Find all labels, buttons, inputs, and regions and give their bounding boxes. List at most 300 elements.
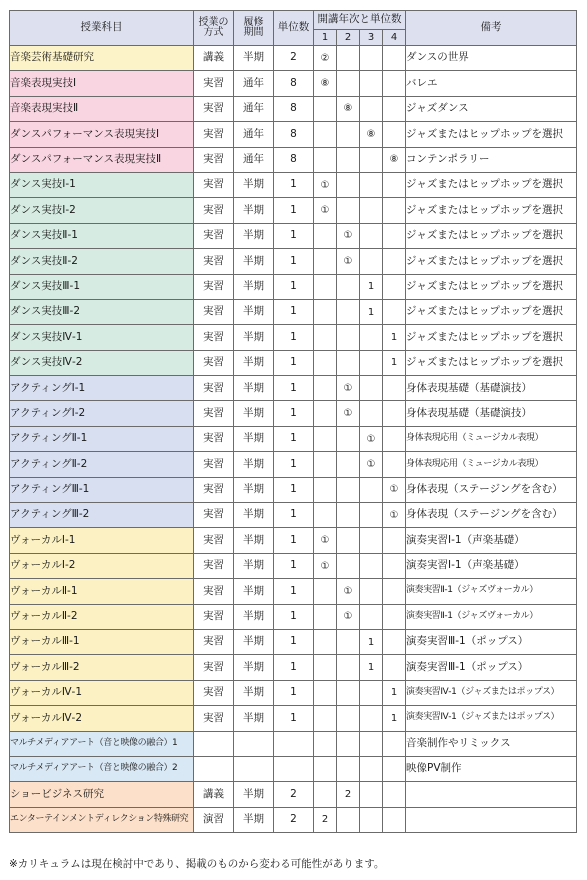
table-row [10,807,577,832]
course-name: ヴォーカルⅠ-2 [10,553,194,578]
table-row [10,147,577,172]
course-period: 半期 [234,198,274,223]
year-2-cell [337,71,360,96]
course-note: ジャズまたはヒップホップを選択 [406,350,577,375]
table-body [10,46,577,833]
course-name: 音楽表現実技Ⅱ [10,96,194,121]
year-1-cell [314,629,337,654]
course-method: 実習 [194,528,234,553]
course-method: 実習 [194,71,234,96]
course-units: 1 [274,579,314,604]
year-2-cell [337,122,360,147]
year-2-cell: ① [337,401,360,426]
course-method: 実習 [194,325,234,350]
table-row [10,198,577,223]
table-row [10,172,577,197]
year-3-cell [360,147,383,172]
course-name: アクティングⅠ-1 [10,376,194,401]
table-row [10,401,577,426]
year-1-cell: ⑧ [314,71,337,96]
year-4-cell [383,629,406,654]
year-4-cell: ① [383,503,406,528]
course-method: 実習 [194,96,234,121]
course-name: ダンスパフォーマンス表現実技Ⅱ [10,147,194,172]
year-2-cell: ⑧ [337,96,360,121]
year-2-cell [337,147,360,172]
course-period: 半期 [234,629,274,654]
course-period: 通年 [234,147,274,172]
course-name: ダンスパフォーマンス表現実技Ⅰ [10,122,194,147]
year-2-cell [337,426,360,451]
course-note: ジャズまたはヒップホップを選択 [406,122,577,147]
year-3-cell [360,96,383,121]
table-row [10,579,577,604]
course-units: 2 [274,46,314,71]
year-3-cell [360,198,383,223]
course-method: 実習 [194,680,234,705]
table-row [10,274,577,299]
year-1-cell [314,731,337,756]
year-3-cell [360,46,383,71]
year-3-cell [360,553,383,578]
course-note: 演奏実習Ⅳ-1（ジャズまたはポップス） [406,706,577,731]
course-name: ヴォーカルⅣ-2 [10,706,194,731]
course-period: 半期 [234,46,274,71]
year-3-cell: 1 [360,655,383,680]
course-name: ダンス実技Ⅰ-1 [10,172,194,197]
header-year-1: 1 [314,30,337,46]
table-row [10,477,577,502]
year-1-cell: ① [314,198,337,223]
year-1-cell: ① [314,172,337,197]
table-row [10,299,577,324]
year-4-cell: 1 [383,706,406,731]
course-method: 実習 [194,223,234,248]
course-name: アクティングⅡ-1 [10,426,194,451]
course-method: 演習 [194,807,234,832]
year-3-cell [360,350,383,375]
year-2-cell [337,452,360,477]
course-method: 実習 [194,249,234,274]
year-4-cell [383,122,406,147]
course-name: ヴォーカルⅠ-1 [10,528,194,553]
year-3-cell [360,172,383,197]
course-units: 1 [274,604,314,629]
year-1-cell [314,680,337,705]
course-period: 半期 [234,706,274,731]
course-note: 身体表現応用（ミュージカル表現） [406,426,577,451]
course-method: 実習 [194,452,234,477]
course-period: 半期 [234,604,274,629]
year-2-cell [337,655,360,680]
year-4-cell [383,299,406,324]
year-4-cell [383,198,406,223]
year-4-cell [383,376,406,401]
course-period: 通年 [234,71,274,96]
course-name: エンターテインメントディレクション特殊研究 [10,807,194,832]
table-row [10,376,577,401]
year-2-cell [337,553,360,578]
course-units [274,731,314,756]
year-3-cell [360,477,383,502]
year-1-cell [314,579,337,604]
table-row [10,325,577,350]
table-row [10,122,577,147]
year-2-cell [337,528,360,553]
year-2-cell [337,172,360,197]
course-method: 実習 [194,274,234,299]
year-3-cell: 1 [360,274,383,299]
course-units: 1 [274,680,314,705]
table-row [10,452,577,477]
course-period: 半期 [234,249,274,274]
year-3-cell [360,731,383,756]
course-units: 8 [274,122,314,147]
year-2-cell [337,706,360,731]
year-2-cell [337,756,360,781]
year-2-cell [337,350,360,375]
header-note: 備考 [406,11,577,46]
year-2-cell [337,274,360,299]
course-name: アクティングⅡ-2 [10,452,194,477]
course-note: 演奏実習Ⅰ-1（声楽基礎） [406,528,577,553]
course-method: 実習 [194,122,234,147]
course-period: 半期 [234,553,274,578]
course-name: ダンス実技Ⅰ-2 [10,198,194,223]
year-4-cell [383,756,406,781]
header-course: 授業科目 [10,11,194,46]
course-note: 演奏実習Ⅳ-1（ジャズまたはポップス） [406,680,577,705]
year-2-cell [337,46,360,71]
year-4-cell [383,452,406,477]
course-method: 実習 [194,376,234,401]
course-name: ダンス実技Ⅳ-2 [10,350,194,375]
course-units: 1 [274,503,314,528]
course-method: 実習 [194,147,234,172]
year-4-cell: ① [383,477,406,502]
course-method: 実習 [194,629,234,654]
year-2-cell: ① [337,604,360,629]
course-name: ダンス実技Ⅱ-1 [10,223,194,248]
course-name: ダンス実技Ⅲ-1 [10,274,194,299]
course-name: アクティングⅠ-2 [10,401,194,426]
course-units: 1 [274,477,314,502]
course-units: 1 [274,655,314,680]
year-3-cell [360,528,383,553]
year-2-cell [337,731,360,756]
year-4-cell [383,782,406,807]
course-note: ダンスの世界 [406,46,577,71]
course-note: 演奏実習Ⅲ-1（ポップス） [406,655,577,680]
year-2-cell [337,477,360,502]
year-1-cell [314,223,337,248]
year-1-cell [314,96,337,121]
course-units: 1 [274,553,314,578]
table-header [10,11,577,46]
header-units: 単位数 [274,11,314,46]
table-row [10,706,577,731]
course-method: 実習 [194,706,234,731]
course-note: ジャズまたはヒップホップを選択 [406,299,577,324]
footnote: ※カリキュラムは現在検討中であり、掲載のものから変わる可能性があります。 [9,858,385,870]
year-3-cell [360,807,383,832]
course-note: ジャズまたはヒップホップを選択 [406,172,577,197]
year-4-cell [383,71,406,96]
year-3-cell [360,604,383,629]
course-units: 1 [274,198,314,223]
course-method [194,756,234,781]
year-4-cell [383,807,406,832]
course-name: アクティングⅢ-1 [10,477,194,502]
course-units: 1 [274,172,314,197]
course-name: ヴォーカルⅢ-2 [10,655,194,680]
course-units: 8 [274,147,314,172]
year-4-cell: 1 [383,350,406,375]
year-1-cell [314,249,337,274]
course-name: 音楽芸術基礎研究 [10,46,194,71]
course-period: 半期 [234,299,274,324]
course-name: ショービジネス研究 [10,782,194,807]
table-row [10,71,577,96]
year-3-cell [360,706,383,731]
course-note: 身体表現（ステージングを含む） [406,477,577,502]
year-4-cell: 1 [383,680,406,705]
course-note: コンテンポラリー [406,147,577,172]
course-name: ダンス実技Ⅳ-1 [10,325,194,350]
year-1-cell [314,655,337,680]
year-2-cell [337,198,360,223]
course-units: 1 [274,299,314,324]
course-method: 講義 [194,782,234,807]
course-name: ヴォーカルⅡ-2 [10,604,194,629]
year-1-cell [314,274,337,299]
table-row [10,731,577,756]
course-units: 1 [274,706,314,731]
course-note: ジャズまたはヒップホップを選択 [406,325,577,350]
course-period: 半期 [234,579,274,604]
year-3-cell [360,782,383,807]
course-units: 1 [274,325,314,350]
year-2-cell [337,325,360,350]
course-units: 1 [274,452,314,477]
year-3-cell [360,223,383,248]
year-4-cell [383,528,406,553]
year-3-cell [360,756,383,781]
course-units: 8 [274,71,314,96]
course-method: 実習 [194,604,234,629]
course-units: 1 [274,274,314,299]
table-row [10,528,577,553]
course-period: 通年 [234,96,274,121]
course-method: 実習 [194,172,234,197]
year-2-cell [337,299,360,324]
table-row [10,503,577,528]
year-1-cell [314,376,337,401]
course-method [194,731,234,756]
course-period: 半期 [234,477,274,502]
year-3-cell: 1 [360,629,383,654]
year-2-cell: ① [337,579,360,604]
course-units: 2 [274,807,314,832]
course-units [274,756,314,781]
course-units: 1 [274,426,314,451]
year-3-cell [360,579,383,604]
year-1-cell [314,350,337,375]
course-note: ジャズまたはヒップホップを選択 [406,198,577,223]
year-1-cell [314,401,337,426]
year-3-cell [360,503,383,528]
header-method: 授業の 方式 [194,11,234,46]
table-row [10,655,577,680]
year-3-cell: ① [360,452,383,477]
course-period: 半期 [234,503,274,528]
year-3-cell: ① [360,426,383,451]
course-note: 演奏実習Ⅰ-1（声楽基礎） [406,553,577,578]
year-2-cell: ① [337,249,360,274]
year-4-cell: 1 [383,325,406,350]
course-method: 実習 [194,553,234,578]
course-note: 音楽制作やリミックス [406,731,577,756]
course-period: 半期 [234,782,274,807]
course-units: 1 [274,629,314,654]
header-year-4: 4 [383,30,406,46]
year-2-cell: 2 [337,782,360,807]
course-note: 身体表現基礎（基礎演技） [406,401,577,426]
year-1-cell: ① [314,528,337,553]
header-year-3: 3 [360,30,383,46]
year-2-cell: ① [337,376,360,401]
course-period: 半期 [234,223,274,248]
course-period: 半期 [234,680,274,705]
course-method: 講義 [194,46,234,71]
year-1-cell [314,604,337,629]
year-4-cell [383,553,406,578]
course-method: 実習 [194,198,234,223]
header-period: 履修 期間 [234,11,274,46]
year-4-cell [383,401,406,426]
year-1-cell [314,706,337,731]
year-1-cell [314,782,337,807]
course-period: 半期 [234,401,274,426]
table-row [10,680,577,705]
year-4-cell [383,604,406,629]
year-4-cell [383,274,406,299]
course-period [234,731,274,756]
year-1-cell: 2 [314,807,337,832]
year-4-cell [383,731,406,756]
year-2-cell [337,680,360,705]
course-note: 演奏実習Ⅱ-1（ジャズヴォーカル） [406,604,577,629]
table-row [10,350,577,375]
year-1-cell [314,299,337,324]
course-period: 半期 [234,528,274,553]
course-note [406,782,577,807]
table-row [10,96,577,121]
course-method: 実習 [194,579,234,604]
year-1-cell [314,477,337,502]
course-name: 音楽表現実技Ⅰ [10,71,194,96]
year-4-cell [383,579,406,604]
course-period: 半期 [234,172,274,197]
course-note: ジャズダンス [406,96,577,121]
course-name: アクティングⅢ-2 [10,503,194,528]
course-period: 通年 [234,122,274,147]
course-units: 8 [274,96,314,121]
course-units: 1 [274,223,314,248]
course-note: ジャズまたはヒップホップを選択 [406,223,577,248]
course-note: ジャズまたはヒップホップを選択 [406,249,577,274]
header-years: 開講年次と単位数 [314,11,406,30]
table-row [10,223,577,248]
course-period: 半期 [234,325,274,350]
course-note: 身体表現応用（ミュージカル表現） [406,452,577,477]
year-1-cell [314,452,337,477]
course-method: 実習 [194,401,234,426]
course-period: 半期 [234,655,274,680]
course-name: ヴォーカルⅣ-1 [10,680,194,705]
year-4-cell [383,96,406,121]
year-4-cell: ⑧ [383,147,406,172]
table-row [10,604,577,629]
course-name: ヴォーカルⅢ-1 [10,629,194,654]
course-method: 実習 [194,426,234,451]
year-1-cell: ② [314,46,337,71]
table-row [10,46,577,71]
year-4-cell [383,46,406,71]
year-2-cell [337,807,360,832]
year-1-cell [314,426,337,451]
course-note: 演奏実習Ⅲ-1（ポップス） [406,629,577,654]
course-name: ダンス実技Ⅱ-2 [10,249,194,274]
year-1-cell [314,147,337,172]
table-row [10,553,577,578]
course-units: 1 [274,376,314,401]
course-note: バレエ [406,71,577,96]
year-2-cell [337,503,360,528]
curriculum-table [9,10,577,833]
year-1-cell [314,503,337,528]
year-3-cell [360,680,383,705]
year-1-cell [314,325,337,350]
year-3-cell [360,71,383,96]
course-note: 身体表現基礎（基礎演技） [406,376,577,401]
year-1-cell: ① [314,553,337,578]
year-1-cell [314,756,337,781]
course-name: マルチメディアアート（音と映像の融合）2 [10,756,194,781]
course-method: 実習 [194,299,234,324]
table-row [10,782,577,807]
course-method: 実習 [194,477,234,502]
course-period: 半期 [234,376,274,401]
course-name: マルチメディアアート（音と映像の融合）1 [10,731,194,756]
year-4-cell [383,426,406,451]
table-row [10,629,577,654]
course-period: 半期 [234,274,274,299]
course-method: 実習 [194,655,234,680]
course-method: 実習 [194,350,234,375]
year-4-cell [383,249,406,274]
course-name: ヴォーカルⅡ-1 [10,579,194,604]
course-period: 半期 [234,350,274,375]
year-3-cell [360,376,383,401]
course-period: 半期 [234,807,274,832]
course-period: 半期 [234,426,274,451]
year-4-cell [383,172,406,197]
table-row [10,426,577,451]
course-note: ジャズまたはヒップホップを選択 [406,274,577,299]
course-units: 1 [274,401,314,426]
course-units: 1 [274,528,314,553]
